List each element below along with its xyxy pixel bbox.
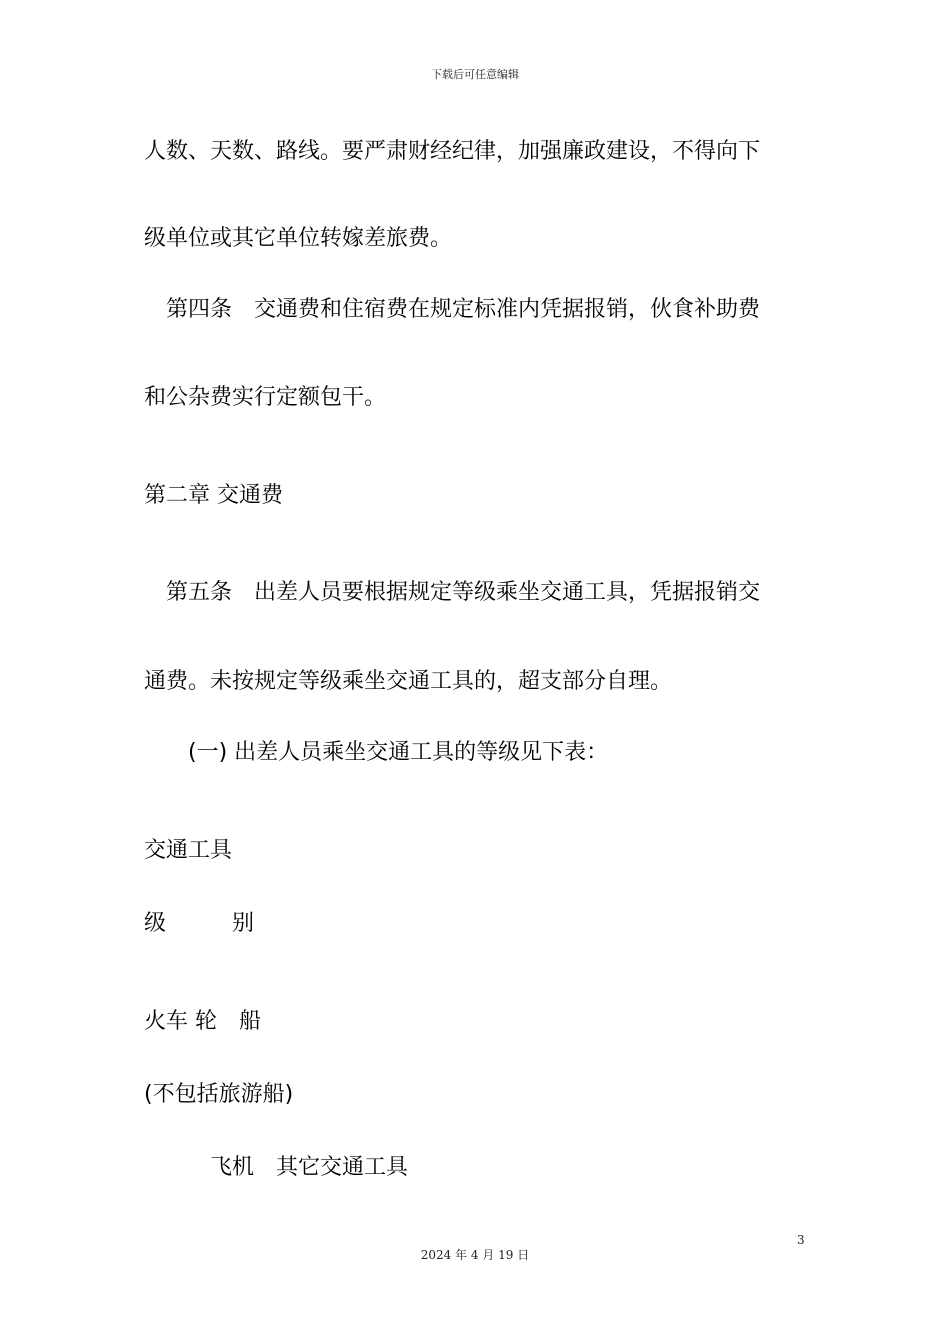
body-line-2: 级单位或其它单位转嫁差旅费。 xyxy=(144,226,453,251)
page-header: 下载后可任意编辑 xyxy=(431,68,519,81)
body-line-1: 人数、天数、路线。要严肃财经纪律，加强廉政建设，不得向下 xyxy=(144,139,761,164)
table-header-level: 级 别 xyxy=(144,911,255,936)
table-row-plane-other: 飞机 其它交通工具 xyxy=(144,1155,409,1180)
page-number: 3 xyxy=(797,1233,805,1247)
footer-date: 2024 年 4 月 19 日 xyxy=(420,1248,530,1262)
article-4-line-2: 和公杂费实行定额包干。 xyxy=(144,385,387,410)
article-5-line-1: 第五条 出差人员要根据规定等级乘坐交通工具，凭据报销交 xyxy=(144,580,761,605)
table-row-train-ship: 火车 轮 船 xyxy=(144,1009,261,1034)
chapter-heading: 第二章 交通费 xyxy=(144,483,283,508)
table-row-note: (不包括旅游船) xyxy=(144,1082,294,1107)
table-header-transport: 交通工具 xyxy=(144,838,233,863)
article-5-line-2: 通费。未按规定等级乘坐交通工具的，超支部分自理。 xyxy=(144,669,673,694)
article-4-line-1: 第四条 交通费和住宿费在规定标准内凭据报销，伙食补助费 xyxy=(144,297,761,322)
clause-1: (一) 出差人员乘坐交通工具的等级见下表： xyxy=(144,740,609,765)
